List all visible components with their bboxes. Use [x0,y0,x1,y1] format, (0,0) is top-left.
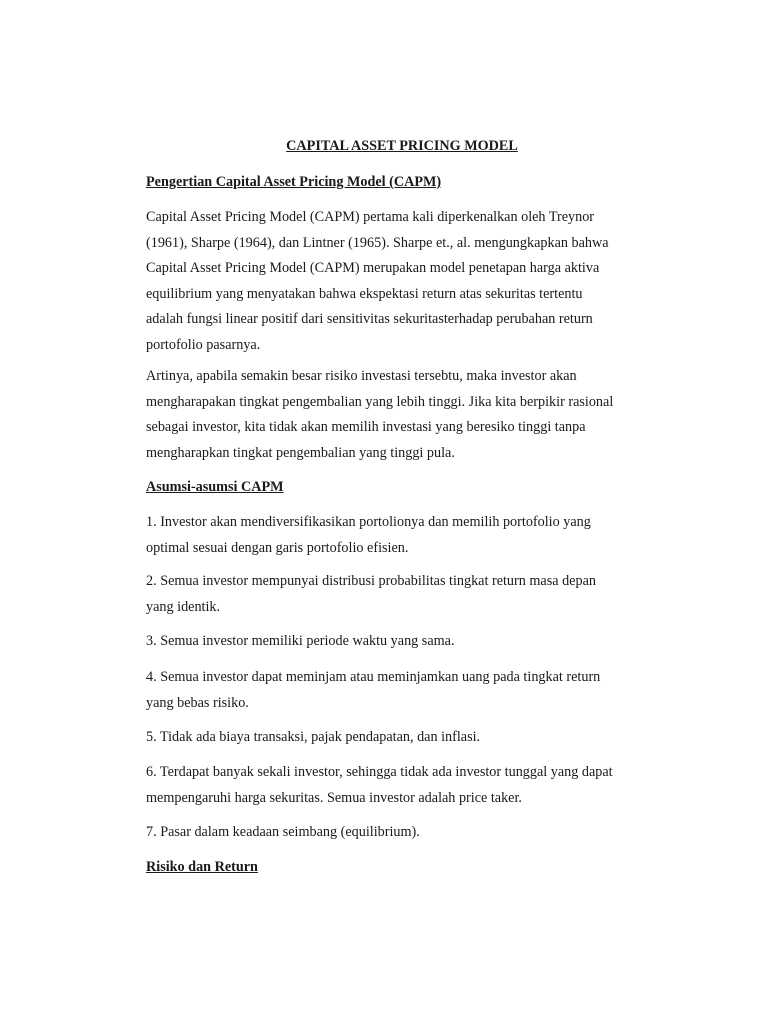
text-line: 4. Semua investor dapat meminjam atau meminjamkan uang pada tingkat return [146,669,601,685]
text-line: 7. Pasar dalam keadaan seimbang (equilibrium). [146,824,420,840]
list-item-assumption-5 [146,725,656,751]
text-line: 6. Terdapat banyak sekali investor, sehingga tidak ada investor tunggal yang dapat [146,764,613,780]
text-line: portofolio pasarnya. [146,336,261,353]
text-line: Capital Asset Pricing Model (CAPM) pertama kali diperkenalkan oleh Treynor [146,209,595,225]
text-line: adalah fungsi linear positif dari sensitivitas sekuritasterhadap perubahan return [146,311,593,327]
paragraph-capm-definition [146,205,656,358]
document-title: CAPITAL ASSET PRICING MODEL [286,138,518,154]
section-heading-risiko: Risiko dan Return [146,859,258,875]
list-item-assumption-7 [146,820,656,846]
text-line: optimal sesuai dengan garis portofolio efisien. [146,539,409,556]
text-line: yang identik. [146,598,221,615]
list-item-assumption-6 [146,760,656,811]
list-item-assumption-2 [146,569,656,620]
text-line: mengharapkan tingkat pengembalian yang tinggi pula. [146,444,455,461]
text-line: 5. Tidak ada biaya transaksi, pajak pendapatan, dan inflasi. [146,729,481,745]
list-item-assumption-3 [146,629,656,655]
text-line: mengharapakan tingkat pengembalian yang lebih tinggi. Jika kita berpikir rasional [146,393,614,410]
section-heading-pengertian: Pengertian Capital Asset Pricing Model (CAPM) [146,174,442,190]
text-line: (1961), Sharpe (1964), dan Lintner (1965). Sharpe et., al. mengungkapkan bahwa [146,234,609,251]
text-line: 2. Semua investor mempunyai distribusi probabilitas tingkat return masa depan [146,573,596,589]
text-line: Artinya, apabila semakin besar risiko investasi tersebtu, maka investor akan [146,368,577,384]
text-line: equilibrium yang menyatakan bahwa ekspektasi return atas sekuritas tertentu [146,285,583,302]
text-line: yang bebas risiko. [146,694,249,711]
text-line: 1. Investor akan mendiversifikasikan portolionya dan memilih portofolio yang [146,514,591,530]
paragraph-capm-meaning [146,364,656,466]
list-item-assumption-1 [146,510,656,561]
section-heading-asumsi: Asumsi-asumsi CAPM [146,479,284,495]
text-line: mempengaruhi harga sekuritas. Semua investor adalah price taker. [146,789,522,806]
text-line: sebagai investor, kita tidak akan memilih investasi yang beresiko tinggi tanpa [146,419,586,435]
text-line: Capital Asset Pricing Model (CAPM) merupakan model penetapan harga aktiva [146,260,600,276]
text-line: 3. Semua investor memiliki periode waktu yang sama. [146,633,455,649]
list-item-assumption-4 [146,665,656,716]
